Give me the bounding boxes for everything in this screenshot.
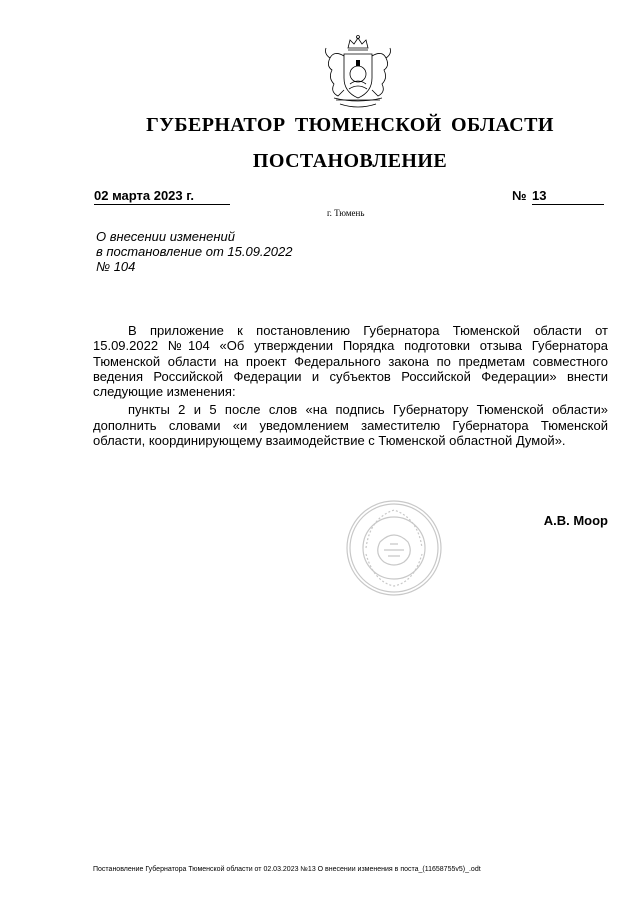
document-subject (96, 229, 396, 274)
document-footer: Постановление Губернатора Тюменской области от 02.03.2023 №13 О внесении изменения в поста_(11658755v5)_.odt (93, 866, 481, 873)
subject-line: О внесении изменений (96, 229, 235, 244)
body-paragraph: пункты 2 и 5 после слов «на подпись Губернатору Тюменской области» дополнить словами «и уведомлением заместителю Губернатора Тюменской области, координирующему взаимодействие с Тюменской областной Думой». (93, 402, 608, 449)
number-sign: № (512, 188, 527, 203)
document-body (93, 323, 608, 451)
subject-line: № 104 (96, 259, 136, 274)
document-number: 13 (532, 188, 604, 205)
document-type-title: ПОСТАНОВЛЕНИЕ (252, 150, 448, 172)
document-date: 02 марта 2023 г. (94, 188, 230, 205)
coat-of-arms-icon (316, 34, 400, 126)
subject-line: в постановление от 15.09.2022 (96, 244, 293, 259)
document-city: г. Тюмень (327, 208, 365, 218)
document-number-field (512, 188, 604, 205)
organization-title: ГУБЕРНАТОР ТЮМЕНСКОЙ ОБЛАСТИ (146, 114, 554, 136)
signature-name: А.В. Моор (543, 513, 608, 528)
official-seal-stamp (344, 498, 444, 598)
body-paragraph: В приложение к постановлению Губернатора Тюменской области от 15.09.2022 №104 «Об утверждении Порядка подготовки отзыва Губернатора Тюменской области на проект Федерального закона по предметам совместного ведения Российской Федерации и субъектов Российской Федерации» внести следующие изменения: (93, 323, 608, 400)
